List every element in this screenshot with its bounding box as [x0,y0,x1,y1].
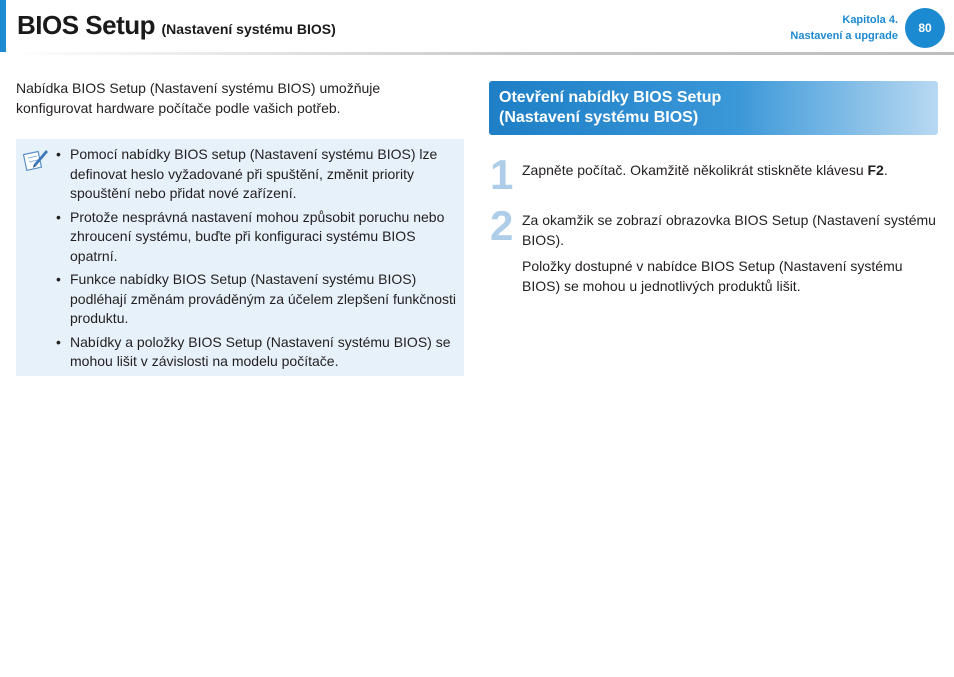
note-box [16,139,464,376]
chapter-title: Nastavení a upgrade [790,30,898,42]
header-divider [6,52,954,55]
section-heading-line1: Otevření nabídky BIOS Setup [499,89,722,106]
bullet: • [56,146,61,162]
chapter-label [790,12,898,44]
page-title-subtitle: (Nastavení systému BIOS) [161,21,336,37]
note-list [56,145,458,376]
note-item-text: Funkce nabídky BIOS Setup (Nastavení systému BIOS) podléhají změnám prováděným za účelem zlepšení funkčnosti produktu. [70,271,456,326]
note-item-text: Nabídky a položky BIOS Setup (Nastavení systému BIOS) se mohou lišit v závislosti na modelu počítače. [70,333,451,369]
step-1-body: Zapněte počítač. Okamžitě několikrát stiskněte klávesu [522,162,868,178]
chapter-number: Kapitola 4. [842,14,898,26]
step-1-suffix: . [883,162,888,178]
bullet: • [56,271,61,287]
note-item [56,333,458,372]
note-item-text: Protože nesprávná nastavení mohou způsobit poruchu nebo zhroucení systému, buďte při konfiguraci systému BIOS opatrní. [70,208,445,264]
note-item [56,270,458,329]
page-title-main: BIOS Setup [17,10,156,40]
page-title [17,10,336,41]
section-heading [489,81,938,135]
header-accent-bar [0,0,6,52]
note-item [56,208,458,267]
section-heading-line2: (Nastavení systému BIOS) [499,109,699,126]
note-item [56,145,458,204]
step-number-2: 2 [490,202,514,249]
step-1-text [522,160,942,180]
key-f2: F2 [867,162,884,178]
step-number-1: 1 [490,151,514,198]
page-number-badge: 80 [905,8,945,48]
intro-paragraph: Nabídka BIOS Setup (Nastavení systému BIOS) umožňuje konfigurovat hardware počítače podle vašich potřeb. [16,80,381,116]
bullet: • [56,208,61,225]
step-2-text: Za okamžik se zobrazí obrazovka BIOS Setup (Nastavení systému BIOS). [522,212,936,248]
note-item-text: Pomocí nabídky BIOS setup (Nastavení systému BIOS) lze definovat heslo vyžadované při spuštění, změnit priority spouštění nebo přidat nové zařízení. [70,146,438,201]
bullet: • [56,333,61,350]
note-pencil-icon [22,145,50,173]
step-2-extra: Položky dostupné v nabídce BIOS Setup (Nastavení systému BIOS) se mohou u jednotlivých produktů lišit. [522,258,903,294]
